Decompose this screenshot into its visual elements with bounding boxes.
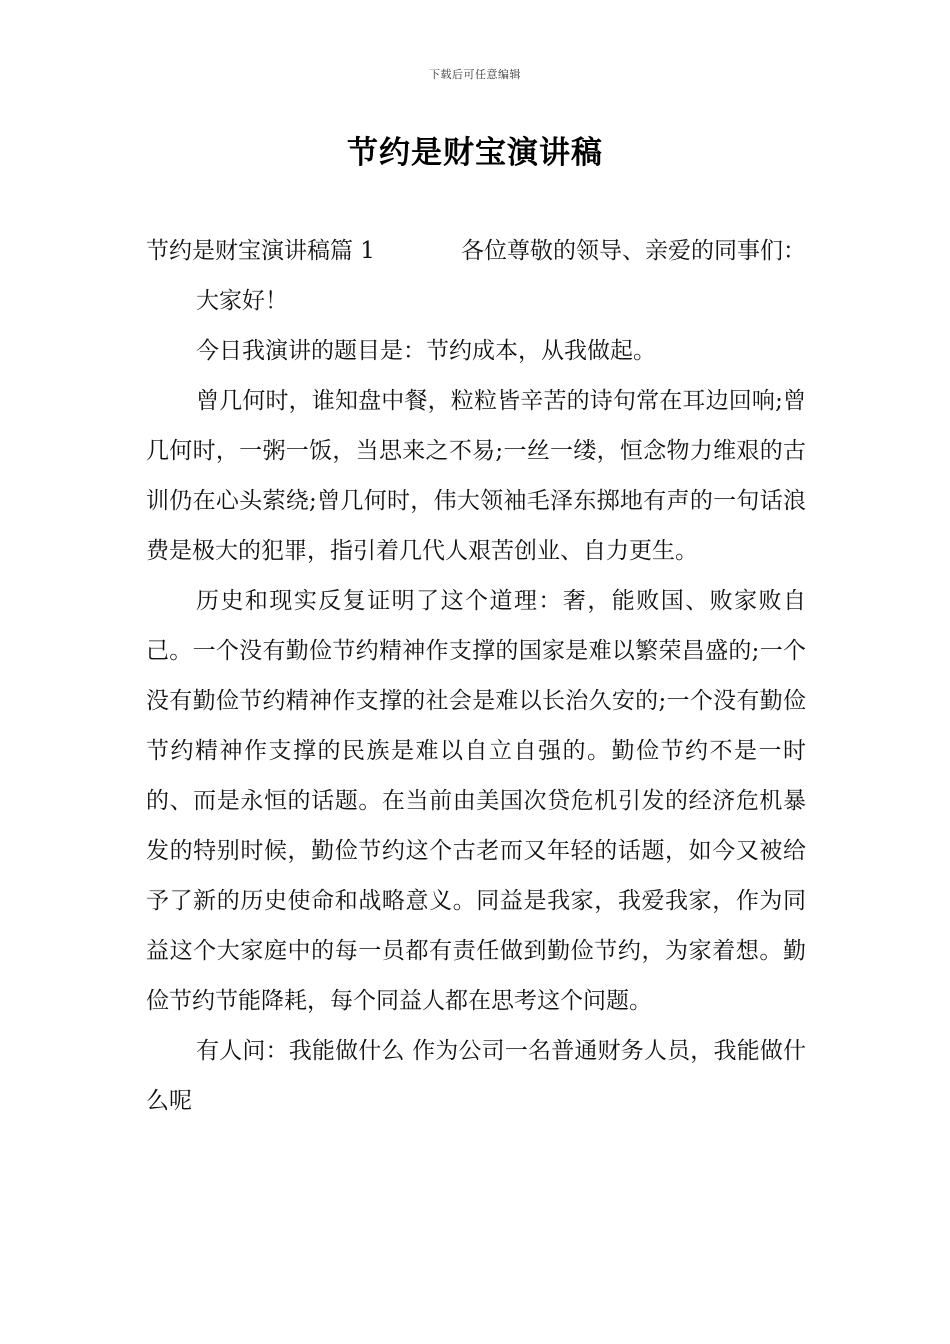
section-label: 节约是财宝演讲稿篇 1 [146,238,375,264]
paragraph-question: 有人问：我能做什么 作为公司一名普通财务人员，我能做什么呢 [146,1038,806,1114]
document-title: 节约是财宝演讲稿 [347,135,603,171]
salutation: 各位尊敬的领导、亲爱的同事们： [461,238,806,264]
paragraph-greeting: 大家好！ [196,288,288,314]
paragraph-recollection: 曾几何时，谁知盘中餐，粒粒皆辛苦的诗句常在耳边回响;曾几何时，一粥一饭，当思来之不易;一丝一缕，恒念物力维艰的古训仍在心头萦绕;曾几何时，伟大领袖毛泽东掷地有声的一句话浪费是极大的犯罪，指引着几代人艰苦创业、自力更生。 [146,388,806,564]
intro-line [146,226,806,276]
paragraph-history: 历史和现实反复证明了这个道理：奢，能败国、败家败自己。一个没有勤俭节约精神作支撑的国家是难以繁荣昌盛的;一个没有勤俭节约精神作支撑的社会是难以长治久安的;一个没有勤俭节约精神作支撑的民族是难以自立自强的。勤俭节约不是一时的、而是永恒的话题。在当前由美国次贷危机引发的经济危机暴发的特别时候，勤俭节约这个古老而又年轻的话题，如今又被给予了新的历史使命和战略意义。同益是我家，我爱我家，作为同益这个大家庭中的每一员都有责任做到勤俭节约，为家着想。勤俭节约节能降耗，每个同益人都在思考这个问题。 [146,588,806,1014]
document-body [146,226,806,1126]
paragraph-topic: 今日我演讲的题目是：节约成本，从我做起。 [196,338,656,364]
header-note: 下载后可任意编辑 [429,68,521,81]
